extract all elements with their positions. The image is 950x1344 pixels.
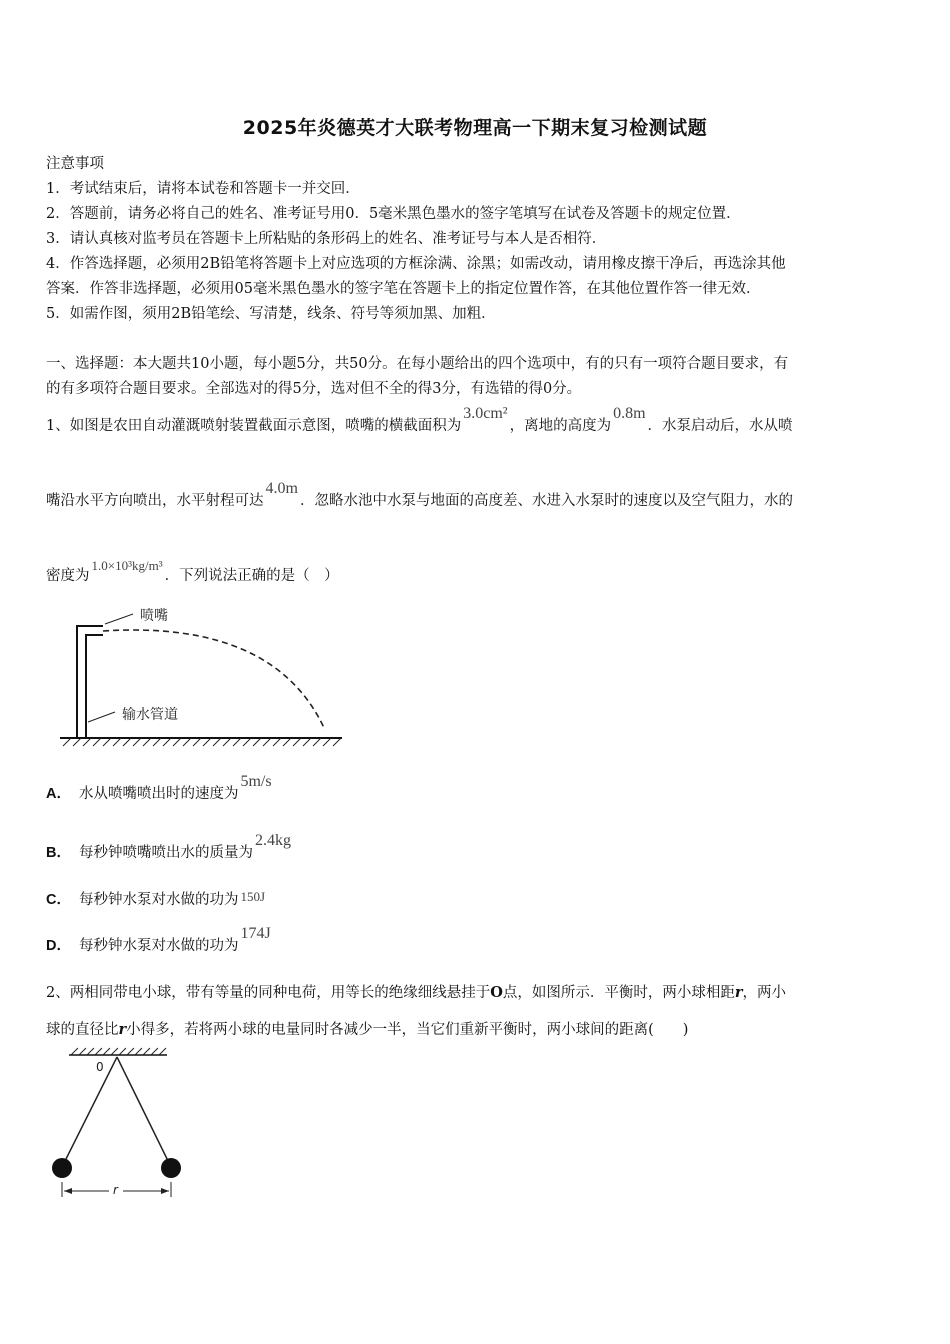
q1-text: ．水泵启动后，水从喷 (647, 418, 793, 434)
option-value: 2.4kg (254, 832, 291, 849)
right-thread (117, 1057, 171, 1167)
section-intro-1: 一、选择题：本大题共10小题，每小题5分，共50分。在每小题给出的四个选项中，有的只有一项符合题目要求，有 (46, 356, 789, 372)
option-value: 174J (240, 925, 271, 942)
notice-item: 答案．作答非选择题，必须用05毫米黑色墨水的签字笔在答题卡上的指定位置作答，在其他位置作答一律无效． (46, 281, 761, 297)
option-text: 每秒钟水泵对水做的功为 (78, 892, 239, 908)
option-value: 150J (240, 889, 266, 904)
pipe-leader (88, 712, 115, 722)
option-b[interactable] (46, 832, 293, 862)
notice-item: 1．考试结束后，请将本试卷和答题卡一并交回． (46, 181, 360, 197)
q2-line-1 (46, 981, 786, 1002)
option-value: 5m/s (240, 773, 272, 790)
pipe-inner (86, 635, 103, 738)
dim-arrow-right (161, 1188, 169, 1194)
q1-height-formula: 0.8m (613, 405, 646, 422)
q2-text: 2、两相同带电小球，带有等量的同种电荷，用等长的绝缘细线悬挂于 (46, 985, 491, 1001)
nozzle-leader (105, 614, 133, 624)
notice-item: 2．答题前，请务必将自己的姓名、准考证号用0．5毫米黑色墨水的签字笔填写在试卷及答题卡的规定位置． (46, 206, 741, 222)
q1-density-formula: 1.0×10³kg/m³ (91, 558, 163, 573)
q2-line-2 (46, 1018, 688, 1039)
q2-text: 点，如图所示．平衡时，两小球相距 (502, 985, 735, 1001)
nozzle-label: 喷嘴 (140, 608, 168, 624)
q2-text: ，两小 (742, 985, 787, 1001)
option-text: 水从喷嘴喷出时的速度为 (78, 786, 239, 802)
notice-item: 5．如需作图，须用2B铅笔绘、写清楚，线条、符号等须加黑、加粗． (46, 306, 496, 322)
fig-r-label: r (113, 1183, 118, 1197)
q1-text: 1、如图是农田自动灌溉喷射装置截面示意图，喷嘴的横截面积为 (46, 418, 462, 434)
fig-o-label: 0 (96, 1060, 104, 1074)
sprinkler-figure (55, 600, 355, 750)
q1-area-formula: 3.0cm² (463, 405, 508, 422)
q2-point-o: O (490, 984, 503, 1001)
q2-text: 小得多，若将两小球的电量同时各减少一半，当它们重新平衡时，两小球间的距离( ) (126, 1022, 689, 1038)
q2-var-r: r (118, 1021, 127, 1038)
option-label: D． (46, 938, 71, 954)
option-label: A． (46, 786, 71, 802)
q1-text: ，离地的高度为 (509, 418, 612, 434)
option-c[interactable] (46, 888, 267, 909)
q2-var-r: r (734, 984, 743, 1001)
option-text: 每秒钟喷嘴喷出水的质量为 (78, 845, 253, 861)
ground-hatch (63, 738, 341, 746)
notice-item: 3．请认真核对监考员在答题卡上所粘贴的条形码上的姓名、准考证号与本人是否相符． (46, 231, 607, 247)
left-thread (62, 1057, 117, 1167)
option-label: B． (46, 845, 71, 861)
ceiling-hatch (71, 1048, 166, 1055)
option-text: 每秒钟水泵对水做的功为 (78, 938, 239, 954)
option-a[interactable] (46, 773, 274, 803)
option-d[interactable] (46, 925, 273, 955)
q1-line-3 (46, 558, 339, 585)
option-label: C． (46, 892, 71, 908)
q1-line-2 (46, 480, 793, 510)
dim-arrow-left (64, 1188, 72, 1194)
q1-text: 密度为 (46, 568, 90, 584)
page-title: 2025年炎德英才大联考物理高一下期末复习检测试题 (242, 117, 708, 139)
left-ball (52, 1158, 72, 1178)
q2-text: 球的直径比 (46, 1022, 119, 1038)
q1-text: ．忽略水池中水泵与地面的高度差、水进入水泵时的速度以及空气阻力，水的 (299, 493, 793, 509)
section-intro-2: 的有多项符合题目要求。全部选对的得5分，选对但不全的得3分，有选错的得0分。 (46, 381, 582, 397)
q1-range-formula: 4.0m (265, 480, 298, 497)
q1-text: ．下列说法正确的是（ ） (164, 568, 339, 584)
q1-text: 嘴沿水平方向喷出，水平射程可达 (46, 493, 264, 509)
notice-item: 4．作答选择题，必须用2B铅笔将答题卡上对应选项的方框涂满、涂黑；如需改动，请用橡皮擦干净后，再选涂其他 (46, 256, 786, 272)
pipe-label: 输水管道 (122, 707, 178, 723)
q1-line-1 (46, 405, 793, 435)
charged-balls-figure (45, 1045, 195, 1205)
right-ball (161, 1158, 181, 1178)
notice-heading: 注意事项 (46, 156, 104, 172)
